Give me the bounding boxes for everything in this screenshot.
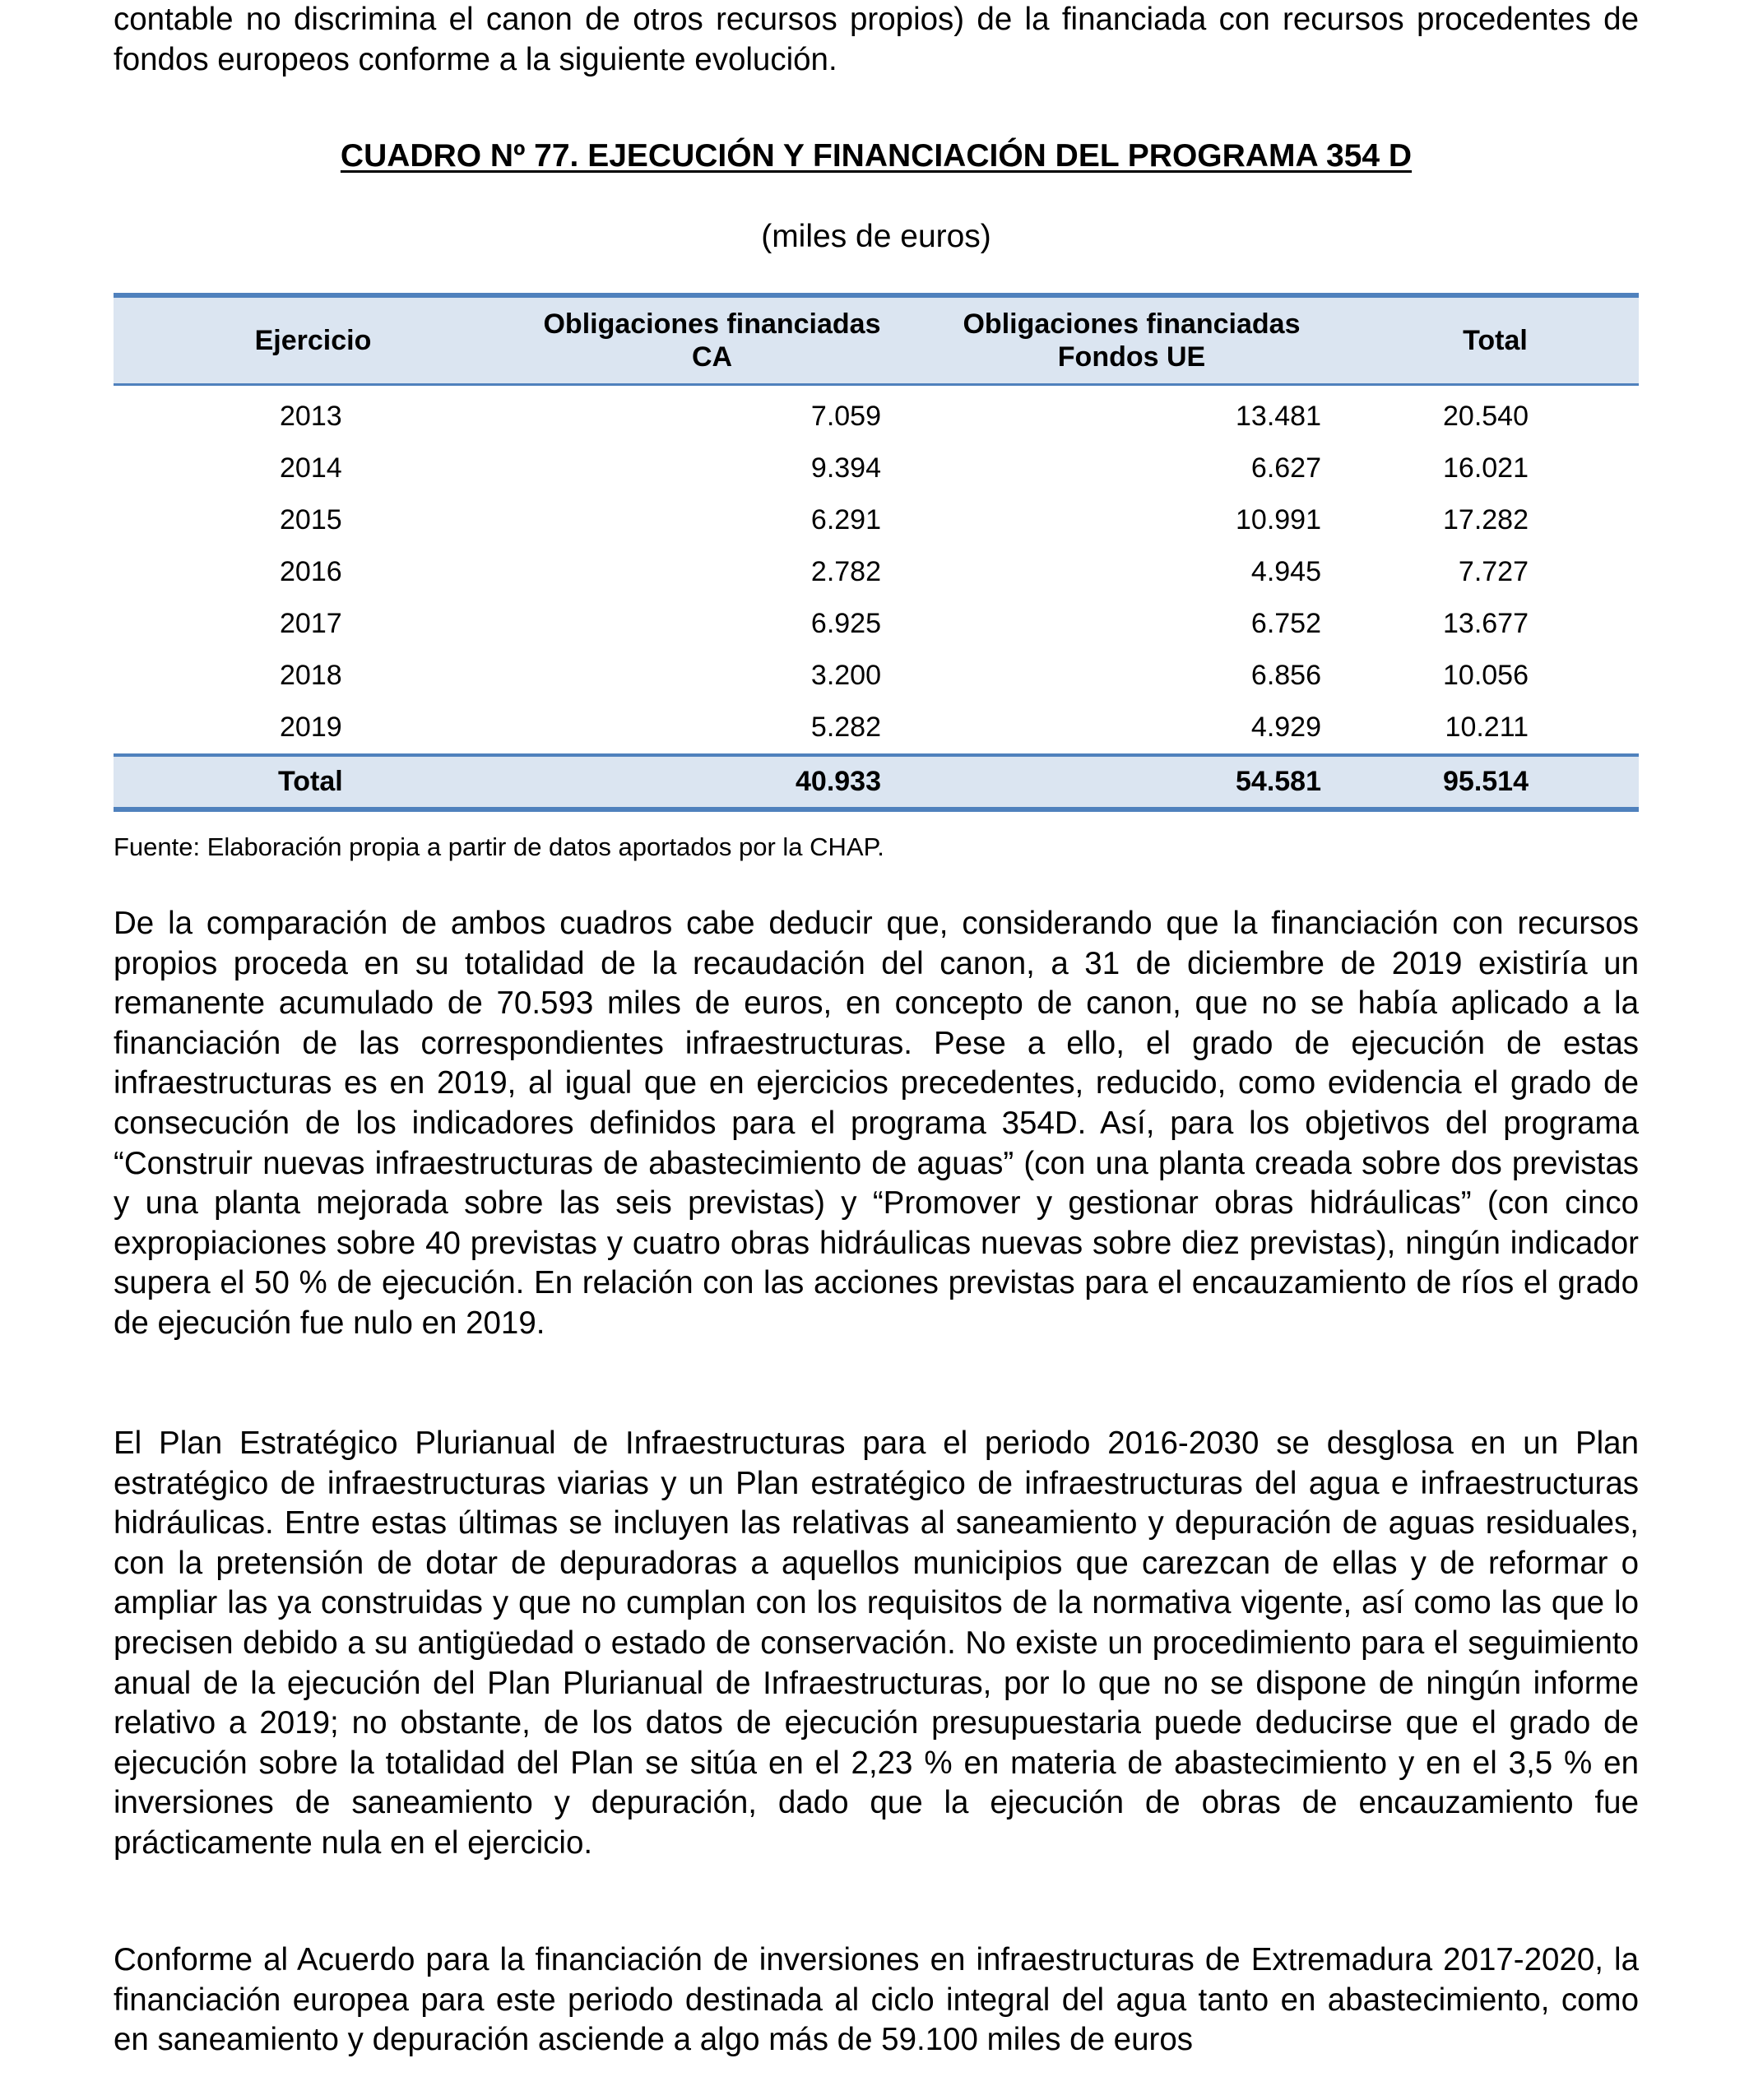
cell-ca: 6.291 xyxy=(810,504,881,535)
table-row xyxy=(114,384,1639,443)
cell-year: 2017 xyxy=(280,608,342,639)
total-label: Total xyxy=(114,755,513,809)
cell-total: 7.727 xyxy=(1458,556,1529,587)
total-ca: 40.933 xyxy=(513,755,912,809)
cell-year: 2019 xyxy=(280,712,342,743)
table-row xyxy=(114,702,1639,755)
header-ejercicio xyxy=(114,295,513,384)
cell-ca: 7.059 xyxy=(810,401,881,432)
table-source-note: Fuente: Elaboración propia a partir de datos aportados por la CHAP. xyxy=(114,832,884,861)
cell-ue: 4.945 xyxy=(1250,556,1321,587)
header-total xyxy=(1352,295,1639,384)
cell-ue: 13.481 xyxy=(1236,401,1321,432)
cell-ue: 6.856 xyxy=(1250,660,1321,691)
cell-year: 2016 xyxy=(280,556,342,587)
header-ca-line1: Obligaciones financiadas xyxy=(543,308,881,340)
cell-year: 2014 xyxy=(280,452,342,484)
cell-ca: 3.200 xyxy=(810,660,881,691)
paragraph-plan-estrategico: El Plan Estratégico Plurianual de Infraestructuras para el periodo 2016-2030 se desglosa en un Plan estratégico de infraestructuras viarias y un Plan estratégico de infraestructuras del agua e infraestructuras hidráulicas. Entre estas últimas se incluyen las relativas al saneamiento y depuración de aguas residuales, con la pretensión de dotar de depuradoras a aquellos municipios que carezcan de ellas y de reformar o ampliar las ya construidas y que no cumplan con los requisitos de la normativa vigente, así como las que lo precisen debido a su antigüedad o estado de conservación. No existe un procedimiento para el seguimiento anual de la ejecución del Plan Plurianual de Infraestructuras, por lo que no se dispone de ningún informe relativo a 2019; no obstante, de los datos de ejecución presupuestaria puede deducirse que el grado de ejecución sobre la totalidad del Plan se sitúa en el 2,23 % en materia de abastecimiento y en el 3,5 % en inversiones de saneamiento y depuración, dado que la ejecución de obras de encauzamiento fue prácticamente nula en el ejercicio. xyxy=(114,1425,1639,1861)
table-title: CUADRO Nº 77. EJECUCIÓN Y FINANCIACIÓN DEL PROGRAMA 354 D xyxy=(340,138,1413,174)
cell-total: 10.211 xyxy=(1445,712,1529,743)
header-total-label: Total xyxy=(1463,324,1528,356)
header-obligaciones-ca xyxy=(513,295,912,384)
table-row xyxy=(114,650,1639,702)
total-total: 95.514 xyxy=(1352,755,1639,809)
cell-year: 2018 xyxy=(280,660,342,691)
cell-total: 16.021 xyxy=(1443,452,1529,484)
cell-year: 2015 xyxy=(280,504,342,535)
table-row xyxy=(114,494,1639,546)
table-row xyxy=(114,443,1639,494)
paragraph-comparison: De la comparación de ambos cuadros cabe deducir que, considerando que la financiación con recursos propios proceda en su totalidad de la recaudación del canon, a 31 de diciembre de 2019 existiría un remanente acumulado de 70.593 miles de euros, en concepto de canon, que no se había aplicado a la financiación de las correspondientes infraestructuras. Pese a ello, el grado de ejecución de estas infraestructuras es en 2019, al igual que en ejercicios precedentes, reducido, como evidencia el grado de consecución de los indicadores definidos para el programa 354D. Así, para los objetivos del programa “Construir nuevas infraestructuras de abastecimiento de aguas” (con una planta creada sobre dos previstas y una planta mejorada sobre las seis previstas) y “Promover y gestionar obras hidráulicas” (con cinco expropiaciones sobre 40 previstas y cuatro obras hidráulicas nuevas sobre diez previstas), ningún indicador supera el 50 % de ejecución. En relación con las acciones previstas para el encauzamiento de ríos el grado de ejecución fue nulo en 2019. xyxy=(114,906,1639,1341)
cell-total: 20.540 xyxy=(1443,401,1529,432)
cell-ca: 2.782 xyxy=(810,556,881,587)
paragraph-acuerdo: Conforme al Acuerdo para la financiación de inversiones en infraestructuras de Extremadura 2017-2020, la financiación europea para este periodo destinada al ciclo integral del agua tanto en abastecimiento, como en saneamiento y depuración asciende a algo más de 59.100 miles de euros xyxy=(114,1942,1639,2058)
cell-ue: 6.627 xyxy=(1250,452,1321,484)
table-header-row xyxy=(114,295,1639,384)
cell-total: 17.282 xyxy=(1443,504,1529,535)
total-ue: 54.581 xyxy=(912,755,1352,809)
table-subtitle: (miles de euros) xyxy=(761,219,991,254)
cell-ue: 4.929 xyxy=(1250,712,1321,743)
cell-ca: 5.282 xyxy=(810,712,881,743)
cell-ue: 6.752 xyxy=(1250,608,1321,639)
intro-paragraph: contable no discrimina el canon de otros recursos propios) de la financiada con recursos procedentes de fondos europeos conforme a la siguiente evolución. xyxy=(114,2,1639,77)
header-ejercicio-label: Ejercicio xyxy=(254,324,372,356)
table-row xyxy=(114,598,1639,650)
table-total-row xyxy=(114,755,1639,809)
execution-financing-table xyxy=(114,293,1639,812)
cell-ca: 9.394 xyxy=(810,452,881,484)
table-row xyxy=(114,546,1639,598)
header-ue-line2: Fondos UE xyxy=(1057,341,1206,373)
header-ca-line2: CA xyxy=(691,341,733,373)
cell-total: 10.056 xyxy=(1443,660,1529,691)
header-ue-line1: Obligaciones financiadas xyxy=(963,308,1301,340)
cell-ca: 6.925 xyxy=(810,608,881,639)
header-obligaciones-ue xyxy=(912,295,1352,384)
cell-ue: 10.991 xyxy=(1236,504,1321,535)
cell-total: 13.677 xyxy=(1443,608,1529,639)
cell-year: 2013 xyxy=(280,401,342,432)
